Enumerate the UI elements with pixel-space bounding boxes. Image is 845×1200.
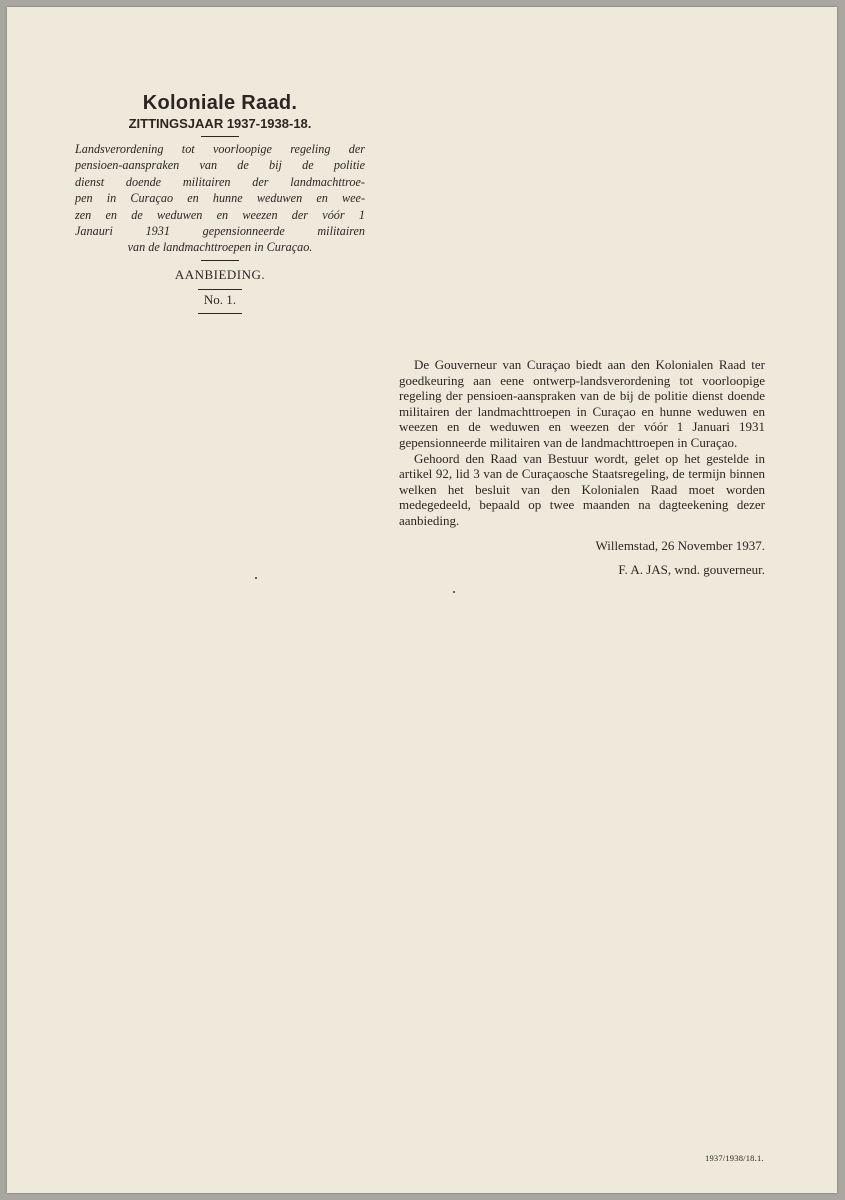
description-line: van de landmachttroepen in Curaçao.	[127, 240, 313, 255]
document-page	[7, 7, 837, 1193]
description-line: pensioen-aanspraken van de bij de politie	[75, 158, 365, 173]
ordinance-description	[75, 141, 365, 256]
description-line: zen en de weduwen en weezen der vóór 1	[75, 207, 365, 222]
session-year: ZITTINGSJAAR 1937-1938-18.	[128, 116, 312, 131]
paper-speck	[453, 591, 455, 593]
description-line: dienst doende militairen der landmachttroe-	[75, 174, 365, 189]
paper-speck	[255, 577, 257, 579]
signature: F. A. JAS, wnd. gouverneur.	[618, 562, 765, 578]
description-line: Janauri 1931 gepensionneerde militairen	[75, 224, 365, 239]
reference-number: 1937/1938/18.1.	[705, 1153, 764, 1163]
header-rule	[201, 136, 239, 137]
body-paragraph-2: Gehoord den Raad van Bestuur wordt, gelet op het gestelde in artikel 92, lid 3 van de Curaçaosche Staatsregeling, de termijn binnen welken het besluit van den Kolonialen Raad moet worden medegedeeld, bepaald op twee maanden na dagteekening dezer aanbieding.	[399, 450, 765, 528]
letter-body	[399, 357, 765, 578]
document-number: No. 1.	[198, 289, 242, 314]
description-line: pen in Curaçao en hunne weduwen en wee-	[75, 191, 365, 206]
council-title: Koloniale Raad.	[142, 92, 298, 114]
description-line: Landsverordening tot voorloopige regeling der	[75, 142, 365, 156]
place-date: Willemstad, 26 November 1937.	[595, 537, 765, 553]
description-rule	[201, 260, 239, 261]
document-header	[75, 91, 365, 314]
body-paragraph-1: De Gouverneur van Curaçao biedt aan den Kolonialen Raad ter goedkeuring aan eene ontwerp-landsverordening tot voorloopige regeling der pensioen-aanspraken van de bij de politie dienst doende militairen der landmachttroepen in Curaçao en hunne weduwen en weezen en de weduwen en weezen der vóór 1 Januari 1931 gepensionneerde militairen van de landmachttroepen in Curaçao.	[399, 357, 765, 450]
offer-heading: AANBIEDING.	[174, 266, 266, 282]
